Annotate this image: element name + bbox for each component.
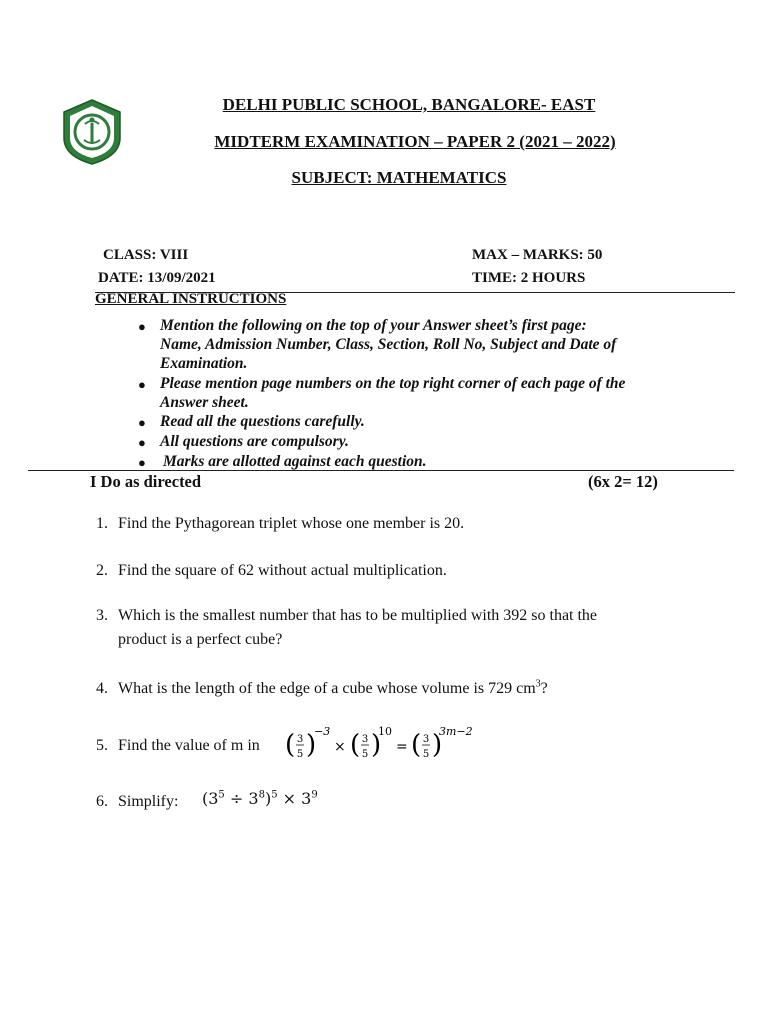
question-number: 5. bbox=[96, 737, 108, 754]
question-number: 6. bbox=[96, 793, 108, 810]
fraction-numerator: 3 bbox=[361, 734, 369, 745]
date-label: DATE: 13/09/2021 bbox=[98, 270, 216, 286]
instruction-text: All questions are compulsory. bbox=[160, 433, 349, 450]
superscript: 3 bbox=[535, 678, 541, 690]
exponent-2: 10 bbox=[378, 725, 392, 738]
instruction-text: Mention the following on the top of your Answer sheet’s first page: bbox=[160, 317, 587, 334]
exponent: 5 bbox=[218, 789, 225, 801]
expr-part: × 3 bbox=[277, 789, 312, 808]
exponent: 5 bbox=[271, 789, 278, 801]
question-number: 2. bbox=[96, 562, 108, 579]
question-number: 1. bbox=[96, 515, 108, 532]
expr-part: (3 bbox=[202, 789, 219, 808]
max-marks-label: MAX – MARKS: 50 bbox=[472, 247, 603, 263]
times-operator: × bbox=[334, 739, 346, 755]
question-text: Find the value of m in bbox=[118, 737, 260, 754]
paren-left: ( bbox=[350, 730, 361, 760]
fraction-numerator: 3 bbox=[296, 734, 304, 745]
instruction-text: Please mention page numbers on the top right corner of each page of the bbox=[160, 375, 626, 392]
instruction-text: Answer sheet. bbox=[160, 394, 249, 411]
question-text: Which is the smallest number that has to be multiplied with 392 so that the bbox=[118, 607, 598, 624]
question-text-cont: product is a perfect cube? bbox=[118, 631, 283, 648]
question-number: 3. bbox=[96, 607, 108, 624]
exponent-1: −3 bbox=[314, 725, 331, 738]
exam-title: MIDTERM EXAMINATION – PAPER 2 (2021 – 2022) bbox=[214, 132, 616, 151]
instruction-text: Marks are allotted against each question. bbox=[163, 453, 427, 470]
paren-right: ) bbox=[306, 730, 317, 760]
paren-left: ( bbox=[411, 730, 422, 760]
section-marks: (6x 2= 12) bbox=[588, 472, 658, 491]
instruction-text: Examination. bbox=[160, 355, 248, 372]
fraction-denominator: 5 bbox=[296, 749, 304, 760]
instruction-text: Read all the questions carefully. bbox=[160, 413, 365, 430]
instructions-title: GENERAL INSTRUCTIONS bbox=[95, 291, 287, 307]
expr-part: ) bbox=[264, 789, 272, 808]
equals-operator: = bbox=[396, 739, 408, 755]
bullet-icon: ● bbox=[138, 415, 146, 430]
section-title: I Do as directed bbox=[90, 472, 202, 491]
question-number: 4. bbox=[96, 680, 108, 697]
question-text: Simplify: bbox=[118, 793, 179, 810]
exponent: 9 bbox=[311, 789, 318, 801]
fraction-numerator: 3 bbox=[422, 734, 430, 745]
q5-equation bbox=[282, 722, 482, 766]
divider-bottom bbox=[28, 470, 734, 471]
fraction-denominator: 5 bbox=[422, 749, 430, 760]
fraction-denominator: 5 bbox=[361, 749, 369, 760]
question-text: Find the square of 62 without actual multiplication. bbox=[118, 562, 447, 579]
question-text-wrap bbox=[118, 677, 548, 701]
instruction-text: Name, Admission Number, Class, Section, Roll No, Subject and Date of bbox=[160, 336, 617, 353]
question-text: Find the Pythagorean triplet whose one member is 20. bbox=[118, 515, 465, 532]
exponent-3: 3m−2 bbox=[439, 725, 473, 738]
expr-part: ÷ 3 bbox=[224, 789, 259, 808]
bullet-icon: ● bbox=[138, 455, 146, 470]
paren-left: ( bbox=[285, 730, 296, 760]
class-label: CLASS: VIII bbox=[103, 247, 189, 263]
question-text-end: ? bbox=[540, 680, 548, 697]
time-label: TIME: 2 HOURS bbox=[472, 270, 586, 286]
exponent: 8 bbox=[258, 789, 265, 801]
q6-expression bbox=[202, 789, 318, 808]
question-text: What is the length of the edge of a cube whose volume is 729 cm bbox=[118, 680, 536, 697]
bullet-icon: ● bbox=[138, 377, 146, 392]
school-name: DELHI PUBLIC SCHOOL, BANGALORE- EAST bbox=[222, 95, 596, 114]
bullet-icon: ● bbox=[138, 319, 146, 334]
paren-right: ) bbox=[432, 730, 443, 760]
paren-right: ) bbox=[371, 730, 382, 760]
bullet-icon: ● bbox=[138, 435, 146, 450]
subject-title: SUBJECT: MATHEMATICS bbox=[291, 168, 507, 187]
